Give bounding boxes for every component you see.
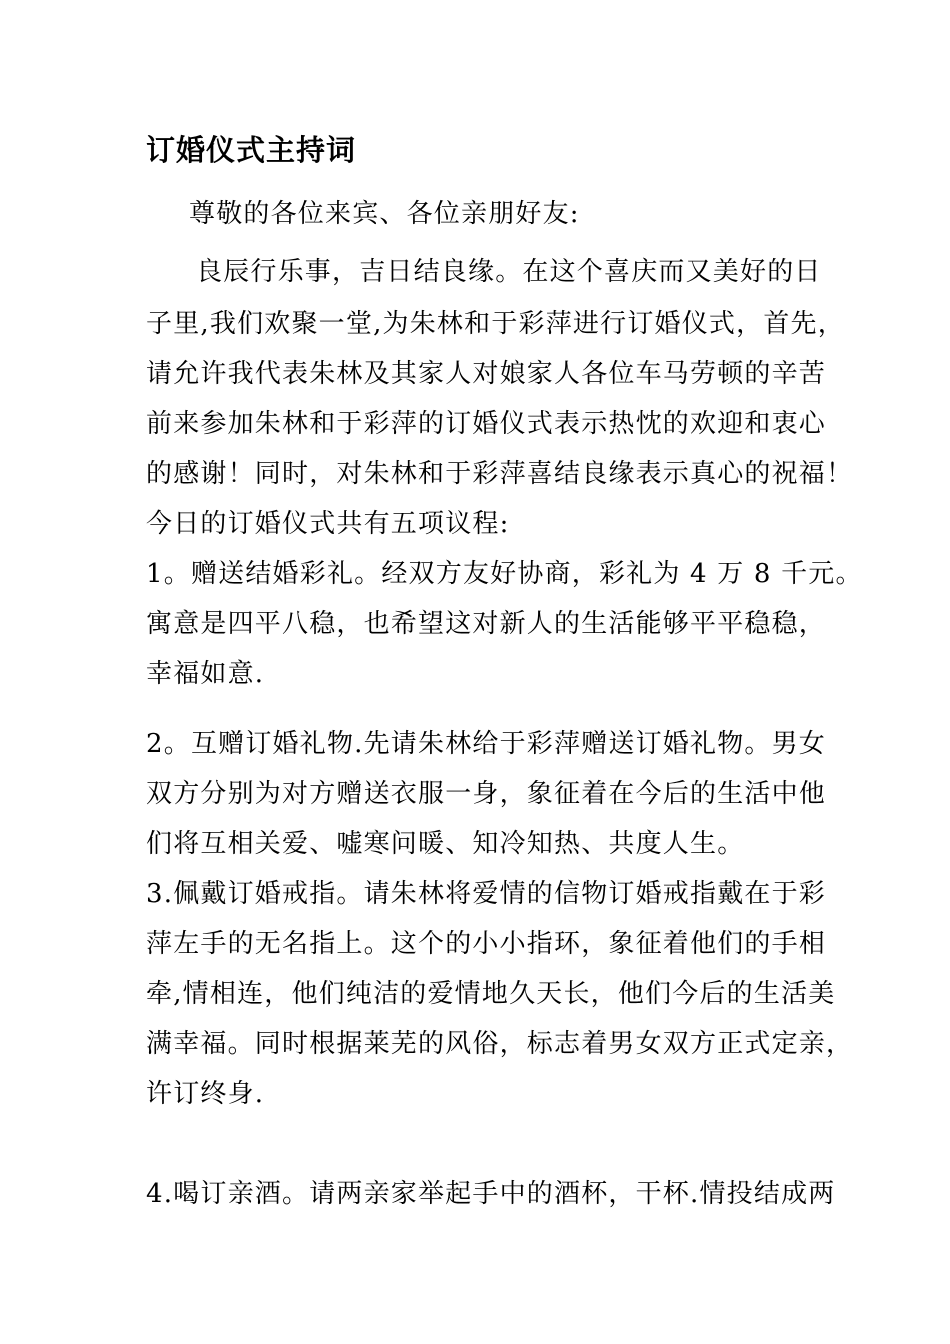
agenda-item-3-line: 满幸福。同时根据莱芜的风俗，标志着男女双方正式定亲， xyxy=(146,1029,854,1059)
salutation-line: 尊敬的各位来宾、各位亲朋好友: xyxy=(189,199,580,229)
agenda-item-2-line: 们将互相关爱、嘘寒问暖、知冷知热、共度人生。 xyxy=(146,829,745,859)
agenda-item-1-line: 幸福如意. xyxy=(146,659,265,689)
agenda-item-3-line: 3.佩戴订婚戒指。请朱林将爱情的信物订婚戒指戴在于彩 xyxy=(146,879,827,909)
paragraph-line: 子里,我们欢聚一堂,为朱林和于彩萍进行订婚仪式，首先， xyxy=(146,309,845,339)
paragraph-line: 请允许我代表朱林及其家人对娘家人各位车马劳顿的辛苦 xyxy=(146,359,827,389)
paragraph-line: 前来参加朱林和于彩萍的订婚仪式表示热忱的欢迎和衷心 xyxy=(146,409,827,439)
agenda-item-4-line: 4.喝订亲酒。请两亲家举起手中的酒杯，干杯.情投结成两 xyxy=(146,1179,836,1209)
document-title: 订婚仪式主持词 xyxy=(146,133,357,167)
agenda-item-3-line: 许订终身. xyxy=(146,1079,265,1109)
paragraph-line: 的感谢！同时，对朱林和于彩萍喜结良缘表示真心的祝福！ xyxy=(146,459,854,489)
agenda-item-3-line: 牵,情相连，他们纯洁的爱情地久天长，他们今后的生活美 xyxy=(146,979,836,1009)
agenda-item-1-line: 1。赠送结婚彩礼。经双方友好协商，彩礼为 4 万 8 千元。 xyxy=(146,559,863,589)
agenda-item-2-line: 2。互赠订婚礼物.先请朱林给于彩萍赠送订婚礼物。男女 xyxy=(146,729,827,759)
paragraph-line: 良辰行乐事，吉日结良缘。在这个喜庆而又美好的日 xyxy=(196,257,822,287)
agenda-item-1-line: 寓意是四平八稳，也希望这对新人的生活能够平平稳稳， xyxy=(146,609,827,639)
paragraph-line: 今日的订婚仪式共有五项议程: xyxy=(146,509,510,539)
agenda-item-2-line: 双方分别为对方赠送衣服一身，象征着在今后的生活中他 xyxy=(146,779,827,809)
agenda-item-3-line: 萍左手的无名指上。这个的小小指环，象征着他们的手相 xyxy=(146,929,827,959)
